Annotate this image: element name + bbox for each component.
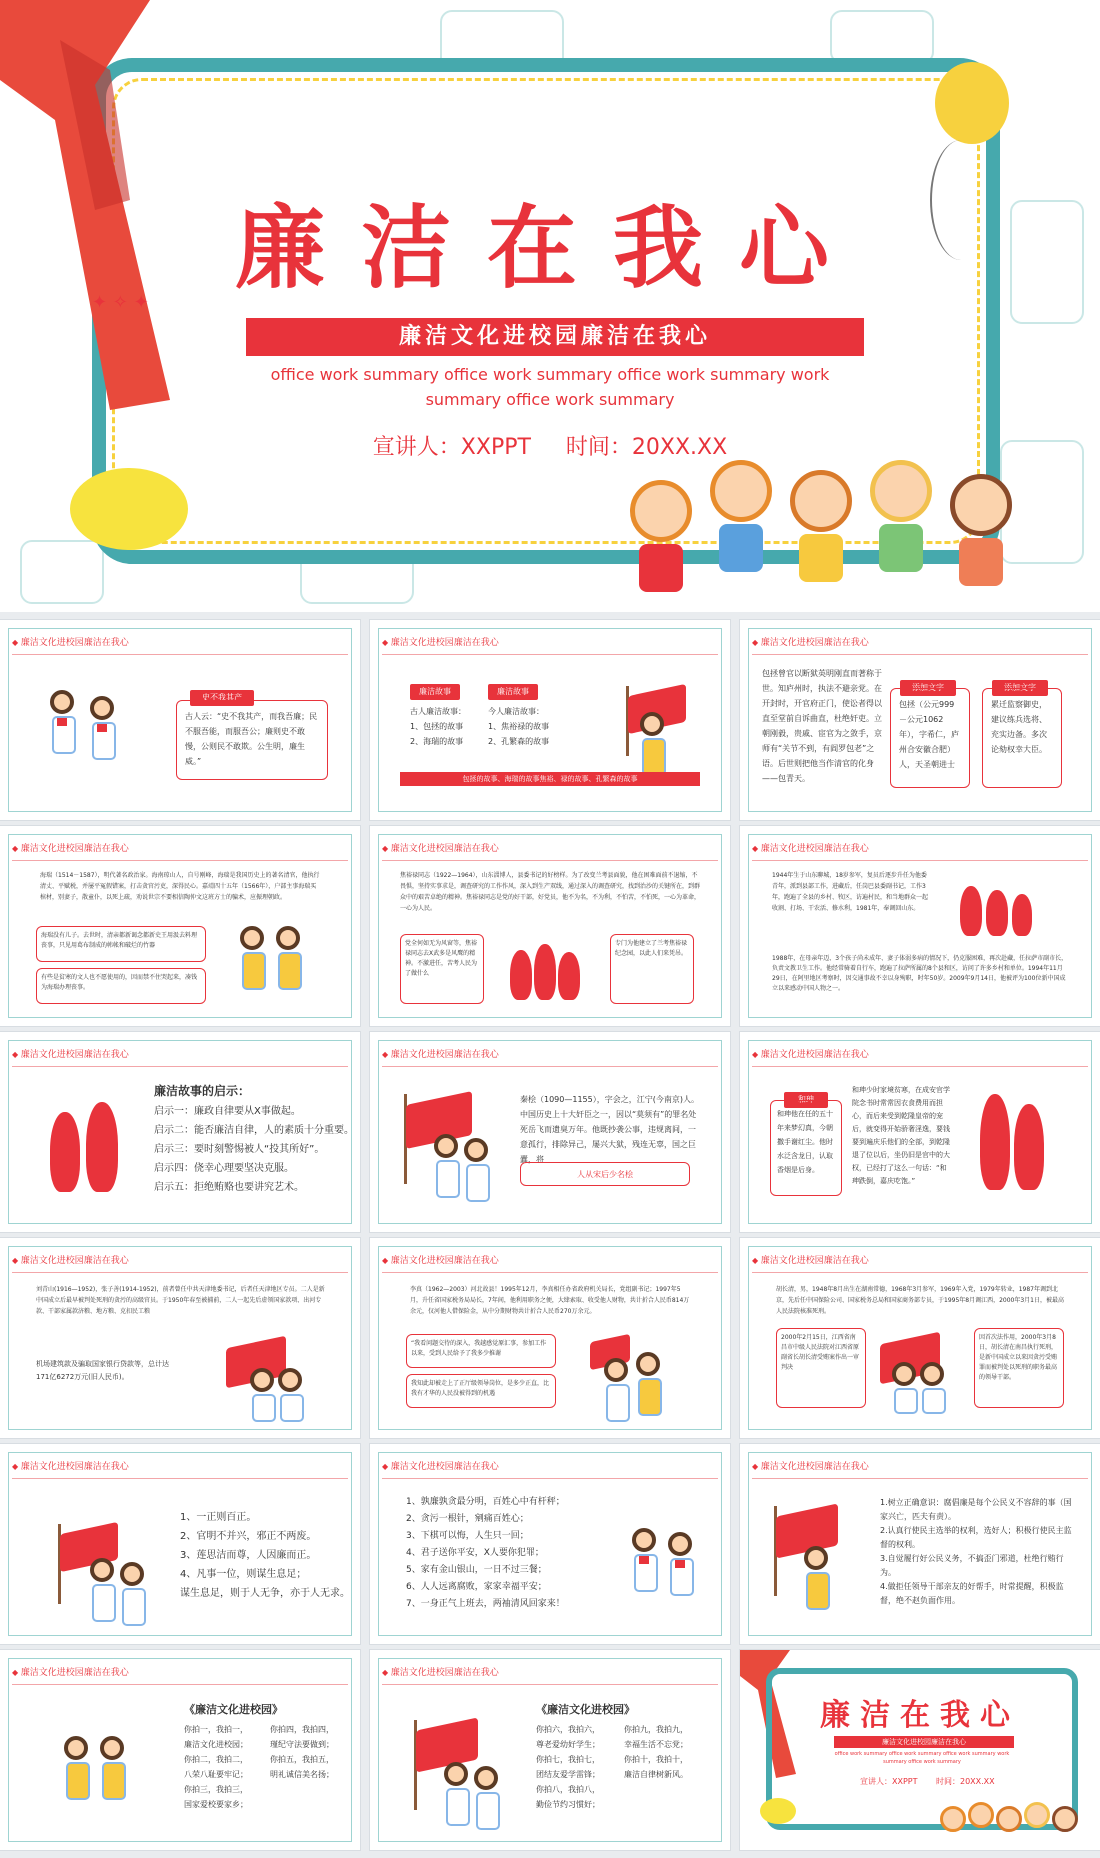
- english-text: office work summary office work summary office work summary work summary office work summary: [834, 1751, 1010, 1765]
- slide-header: ◆ 廉洁文化进校园廉洁在我心: [382, 841, 499, 854]
- slide-body: 刘青山(1916—1952)，张子善(1914-1952)，前者曾任中共天津地委书记，后者任天津地区专员。二人是新中国成立后最早被判处死刑的贪污的高级官员。于1950年春至被捕前，二人一起先后虚领国家款项、出河专款、干部家属款济粮、地方粮、克扣民工粮: [36, 1286, 325, 1315]
- quote-box: 古人云：“史不我其产，而我吾廉；民不服吾能，而服吾公；廉则史不敢慢，公则民不敢欺。公生明，廉生威。”: [176, 700, 328, 780]
- slide-header: ◆ 廉洁文化进校园廉洁在我心: [12, 1665, 129, 1678]
- slide-body-note: 机场建筑款及骗取国家银行贷款等，总计达171亿6272万元(旧人民币)。: [36, 1360, 169, 1381]
- slide-thumb-6[interactable]: [740, 826, 1100, 1026]
- hero-subtitle-banner: 廉洁文化进校园廉洁在我心: [246, 318, 864, 356]
- slide-tag: 和珅: [784, 1092, 828, 1108]
- slide-body: 包拯曾官以断狱英明刚直而著称于世。知庐州时，执法不避亲党。在开封时，开官府正门，使讼者得以直至堂前自诉曲直，杜绝奸吏。立朝刚毅，贵戚、宦官为之敛手，京师有“关节不到，有阎罗包老”之语。后世则把他当作清官的化身——包青天。: [762, 669, 882, 783]
- slide-header: ◆ 廉洁文化进校园廉洁在我心: [12, 841, 129, 854]
- balloon-icon: [935, 62, 1009, 144]
- slide-body: 焦裕禄同志（1922—1964），山东淄博人，县委书记的好榜样。为了改变兰考县面貌，他在困难面前不退缩，不畏惧，坚持实事求是，调查研究的工作作风，深入到生产双线，通过深入的调查研究，找到治沙的关键所在，到群众中的艰苦卓绝的精神。焦裕禄同志是党的好干部，好党员，他不为名，不为利，不怕苦，不怕死，一心为革命，一心为人民。: [400, 872, 701, 912]
- subtitle-banner: 廉洁文化进校园廉洁在我心: [834, 1736, 1014, 1748]
- info-box: 包拯（公元999－公元1062年），字希仁，庐州合安徽合肥）人，天圣朝进士: [890, 688, 970, 788]
- info-box: 专门为他建立了兰考焦裕禄纪念园，以此人们来凭吊。: [610, 934, 694, 1004]
- slide-title: 廉洁故事的启示：: [154, 1084, 251, 1098]
- doodle-sketch: [20, 540, 104, 604]
- story-list-right: 今人廉洁故事： 1、焦裕禄的故事 2、孔繁森的故事: [488, 707, 550, 746]
- time-label: 时间：20XX.XX: [936, 1777, 995, 1786]
- slide-header: ◆ 廉洁文化进校园廉洁在我心: [752, 1047, 869, 1060]
- slide-header: ◆ 廉洁文化进校园廉洁在我心: [752, 841, 869, 854]
- slide-thumb-8[interactable]: [370, 1032, 730, 1232]
- presenter-label: 宣讲人：XXPPT: [860, 1777, 918, 1786]
- chant-column-2: 你拍四，我拍四， 瑾纪守法要做到； 你拍五，我拍五， 明礼诚信美名扬；: [270, 1725, 334, 1779]
- slide-header: ◆ 廉洁文化进校园廉洁在我心: [12, 635, 129, 648]
- hero-title: 廉洁在我心: [235, 195, 865, 301]
- slide-header: ◆ 廉洁文化进校园廉洁在我心: [752, 1459, 869, 1472]
- proverb-list: 1、一正则百正。 2、官明不并兴，邪正不两废。 3、莲思洁而尊，人因廉而正。 4、凡事一位，则谋生息足； 谋生息足，则于人无争，亦于人无求。: [180, 1512, 350, 1599]
- slide-thumb-10[interactable]: [0, 1238, 360, 1438]
- slide-body: 李真（1962—2003）河北故县！1995年12月，李真相任办省政府机关局长，党组副书记；1997年5月，升任省国家税务局局长，7年间，他利用职务之便，大肆索取、收受他人财物，共计折合人民币814万余元，仅河他人借保险金，从中分期财物共计折合人民币270万余元。: [410, 1286, 690, 1315]
- slide-tag: 史不我其产: [190, 690, 254, 706]
- slide-tag: 添加文字: [900, 680, 956, 696]
- slide-thumb-16[interactable]: [0, 1650, 360, 1850]
- hero-meta: [0, 430, 1100, 461]
- time-label: 时间：20XX.XX: [565, 435, 728, 460]
- slide-header: ◆ 廉洁文化进校园廉洁在我心: [752, 1253, 869, 1266]
- slide-header: ◆ 廉洁文化进校园廉洁在我心: [12, 1253, 129, 1266]
- slide-thumb-13[interactable]: [0, 1444, 360, 1644]
- slide-header: ◆ 廉洁文化进校园廉洁在我心: [382, 635, 499, 648]
- smiling-sun-icon: [760, 1798, 796, 1824]
- slide-thumb-7[interactable]: [0, 1032, 360, 1232]
- slide-header: ◆ 廉洁文化进校园廉洁在我心: [382, 1459, 499, 1472]
- info-box: 累迁监察御史，建议练兵选将、充实边备。多次论劾权幸大臣。: [982, 688, 1062, 788]
- slide-tag: 廉洁故事: [410, 684, 460, 700]
- slide-thumb-17[interactable]: [370, 1650, 730, 1850]
- info-box: 有些是贫寒的文人也不愿使用的，因而禁不住哭起来，凑钱为海瑞办理丧事。: [36, 968, 206, 1004]
- chant-column-1: 你拍一，我拍一， 廉洁文化进校园； 你拍二，我拍二， 八荣八耻要牢记； 你拍三，我拍三， 国家爱校要家乡；: [184, 1725, 248, 1809]
- slide-thumb-1[interactable]: [0, 620, 360, 820]
- slide-thumb-3[interactable]: [740, 620, 1100, 820]
- birds-icon: ✦ ✧ ✦: [92, 292, 149, 313]
- slide-thumb-15[interactable]: [740, 1444, 1100, 1644]
- balloon-string: [930, 140, 992, 260]
- presenter-label: 宣讲人：XXPPT: [372, 435, 531, 460]
- slide-tag: 添加文字: [992, 680, 1048, 696]
- slide-header: ◆ 廉洁文化进校园廉洁在我心: [12, 1459, 129, 1472]
- info-box: 我知此却被走上了正厅级领导岗位，是多少正直，比我有才华的人民没被得到的机遇: [406, 1374, 556, 1408]
- children-illustration: [940, 1800, 1080, 1840]
- slide-header: ◆ 廉洁文化进校园廉洁在我心: [752, 635, 869, 648]
- slide-header: ◆ 廉洁文化进校园廉洁在我心: [382, 1665, 499, 1678]
- info-box: 2000年2月15日，江西省南昌市中级人民法院对江西省原副省长胡长清受贿案作出一审判决: [776, 1328, 866, 1408]
- info-box: 人从宋后少名桧: [520, 1162, 690, 1186]
- slide-thumb-12[interactable]: [740, 1238, 1100, 1438]
- slide-title: 《廉洁文化进校园》: [184, 1703, 283, 1716]
- title-slide[interactable]: [0, 0, 1100, 612]
- chant-column-2: 你拍九，我拍九， 幸福生活不忘党； 你拍十，我拍十， 廉洁自律树新风。: [624, 1725, 688, 1779]
- slide-header: ◆ 廉洁文化进校园廉洁在我心: [382, 1047, 499, 1060]
- slide-thumb-11[interactable]: [370, 1238, 730, 1438]
- info-box: 党全何如无为风窗等，焦裕禄同志去X武多是风鹰的精神。不激进任，苦考人民为了做什么: [400, 934, 484, 1004]
- doodle-sketch: [830, 10, 934, 64]
- slide-body: 秦桧（1090—1155），字会之，江宁(今南京)人。中国历史上十大奸臣之一，因以“莫须有”的罪名处死岳飞而遗臭万年。他既抄袭公事，违规离间，一意孤行，排除异己，屡兴大狱，残连无辜，国之巨蠹，将: [520, 1095, 699, 1164]
- story-list-left: 古人廉洁故事： 1、包拯的故事 2、海瑞的故事: [410, 707, 466, 746]
- slide-header: ◆ 廉洁文化进校园廉洁在我心: [382, 1253, 499, 1266]
- lessons-list: 启示一：廉政自律要从X事做起。 启示二：能否廉洁自律，人的素质十分重要。 启示三：要时刻警惕被人“投其所好”。 启示四：侥幸心理要坚决克服。 启示五：拒绝贿赂也要讲究艺术。: [154, 1106, 354, 1193]
- chant-column-1: 你拍六，我拍六， 尊老爱幼好学生； 你拍七，我拍七， 团结友爱学雷锋； 你拍八，我拍八， 勤俭节约习惯好；: [536, 1725, 600, 1809]
- slogan-list: 1、孰廉孰贪最分明，百姓心中有杆秤； 2、贪污一根针，剜痛百姓心； 3、下棋可以悔，人生只一回； 4、君子送你平安，X人要你犯罪； 5、家有金山银山，一日不过三餐； 6、人人远离腐败，家家幸福平安； 7、一身正气上班去，两袖清风回家来！: [406, 1497, 565, 1609]
- slide-thumb-18[interactable]: [740, 1650, 1100, 1850]
- slide-title: 《廉洁文化进校园》: [536, 1703, 635, 1716]
- info-box: 因首次法作用，2000年3月8日，胡长清在南昌执行死刑，是新中国成立以来因贪污受贿罪而被判处以死刑的职务最高的领导干部。: [974, 1328, 1064, 1408]
- slide-body: 胡长清，男，1948年8月出生在湖南常德，1968年3月参军，1969年入党，1979年转业，1987年调到北京，先后任中国保险公司、国家税务总局和国家商务部专员，于1995年8月调江西，2000年3月1日，被最高人民法院核准死刑。: [776, 1286, 1064, 1315]
- action-list: 1.树立正确意识：腐倡廉是每个公民义不容辞的事（国家兴亡，匹夫有责）。 2.认真行使民主选举的权利，选好人；积极行使民主监督的权利。 3.自觉履行好公民义务，不搞歪门邪道，杜绝行贿行为。 4.做拒任领导干部亲友的好帮手，时常提醒，积极监督，绝不赵负面作用。: [880, 1498, 1072, 1605]
- slide-title: 廉洁在我心: [820, 1698, 1020, 1733]
- slide-thumb-14[interactable]: [370, 1444, 730, 1644]
- slide-body: 和珅少时家境贫寒，在成安官学院念书时常常因衣食费用而担心，而后来受到乾隆皇帝的宠后，就变得开始骄奢淫逸，要钱要到遍庆乐他们的全部，到乾隆退了位以后，坐仍旧是官中的大权，已经打了这么一句话：“和珅跌倒，嘉庆吃饱。”: [852, 1086, 950, 1185]
- slide-thumb-2[interactable]: [370, 620, 730, 820]
- hero-english-text: office work summary office work summary office work summary work summary office work summary: [270, 365, 830, 409]
- slide-body: 1944年生于山东聊城，18岁参军，复员后逐步升任为他委青年，派到县部工作，进藏后，任岗巴县委副书记，工作3年，跑遍了全县的乡村、牧区，访遍村民，和当地群众一起收割、打场、干农活、修水利，1981年，奉调回山东。: [772, 872, 929, 912]
- slide-body: 海瑞（1514－1587），明代著名政治家。海南琼山人，自号刚峰，海瑞是我国历史上的著名清官，他执行清丈、平赋税，并屡平冤假错案，打击贪官污吏，深得民心。嘉靖四十五年（1566年），户部主事海瑞买棺材，别妻子，散童仆，以死上疏，劝说世宗不要相信陶仲文这班方士的骗术，应振理朝政。: [40, 872, 320, 901]
- slide-thumb-9[interactable]: [740, 1032, 1100, 1232]
- children-illustration: [620, 460, 1030, 580]
- slide-header: ◆ 廉洁文化进校园廉洁在我心: [12, 1047, 129, 1060]
- slide-thumb-5[interactable]: [370, 826, 730, 1026]
- slide-tag: 廉洁故事: [488, 684, 538, 700]
- summary-bar: 包拯的故事、海瑞的故事焦裕、禄的故事、孔繁森的故事: [400, 772, 700, 786]
- info-box: 和珅他在任的五十年来梦幻真，今朝撒手谢红尘。他时水泛含龙日，认取香烟是后身。: [770, 1100, 842, 1196]
- slide-body: 1988年，在母亲年迈、3个孩子尚未成年、妻子体弱多病的情况下，仍克服困难，再次赴藏，任拉萨市副市长，负责文教卫生工作。他经常骑着自行车，跑遍了拉萨所属的8个县和区，访问了许多乡村和单位。1994年11月29日，在阿里地区考察时，因交通事故不幸以身殉职，时年50岁。2009年9月14日，他被评为100位新中国成立以来感动中国人物之一。: [772, 955, 1068, 992]
- smiling-sun-icon: [70, 468, 188, 550]
- info-box: 海瑞没有儿子。去世时，清亲都新谒念都新史王用汲去料理丧事，只见用葛布制成的帏帐和破烂的竹器: [36, 926, 206, 962]
- info-box: “我看问题交待的深入，我越感觉原汇事，参加工作以来，受到人民给予了我多少推谢: [406, 1334, 556, 1368]
- slide-thumb-4[interactable]: [0, 826, 360, 1026]
